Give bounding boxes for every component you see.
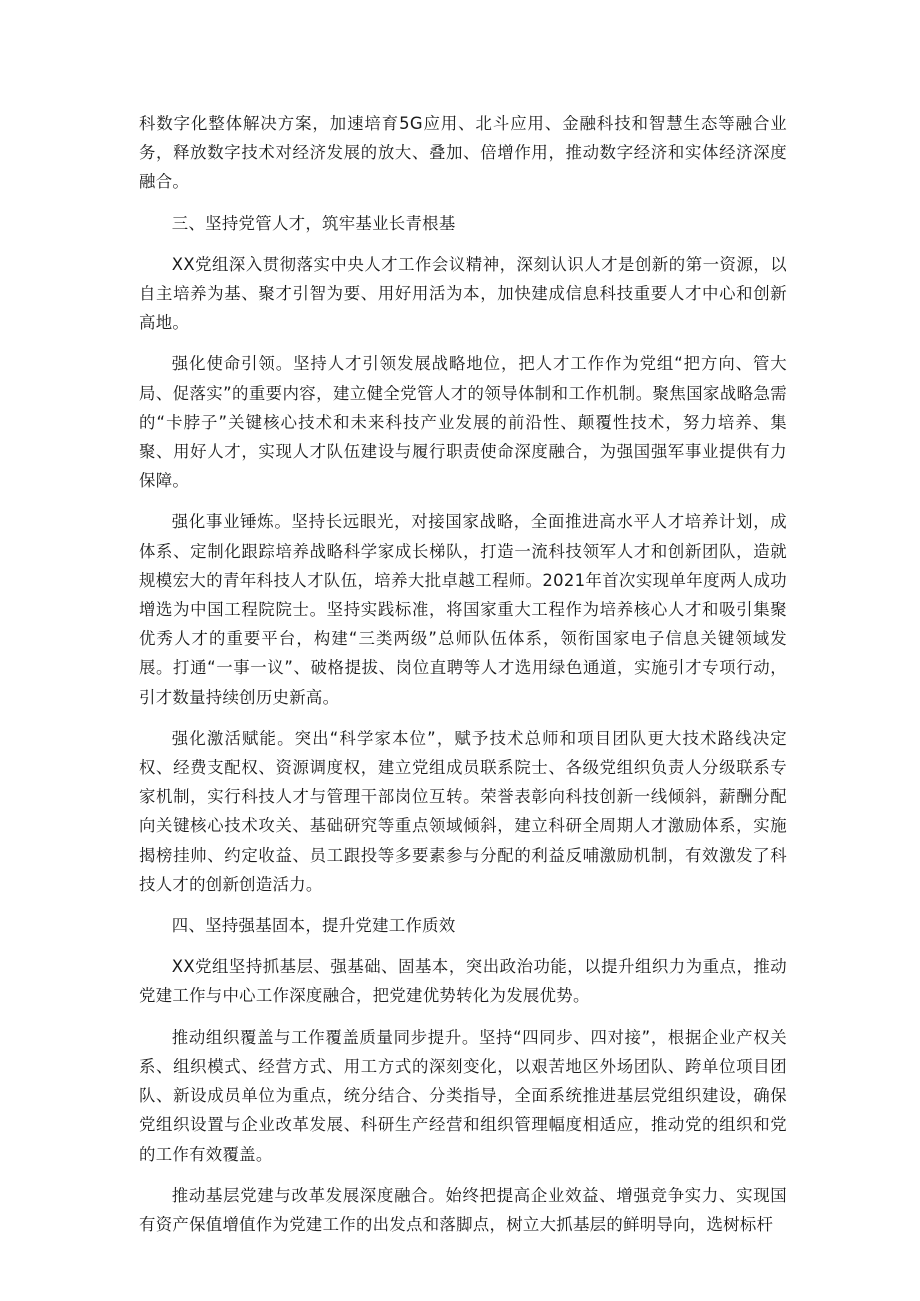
- paragraph: 强化使命引领。坚持人才引领发展战略地位，把人才工作作为党组“把方向、管大局、促落实”的重要内容，建立健全党管人才的领导体制和工作机制。聚焦国家战略急需的“卡脖子”关键核心技术和未来科技产业发展的前沿性、颠覆性技术，努力培养、集聚、用好人才，实现人才队伍建设与履行职责使命深度融合，为强国强军事业提供有力保障。: [139, 354, 787, 491]
- paragraph: 强化事业锤炼。坚持长远眼光，对接国家战略，全面推进高水平人才培养计划，成体系、定制化跟踪培养战略科学家成长梯队，打造一流科技领军人才和创新团队，造就规模宏大的青年科技人才队伍，培养大批卓越工程师。2021年首次实现单年度两人成功增选为中国工程院院士。坚持实践标准，将国家重大工程作为培养核心人才和吸引集聚优秀人才的重要平台，构建“三类两级”总师队伍体系，领衔国家电子信息关键领域发展。打通“一事一议”、破格提拔、岗位直聘等人才选用绿色通道，实施引才专项行动，引才数量持续创历史新高。: [139, 512, 787, 707]
- paragraph: 推动组织覆盖与工作覆盖质量同步提升。坚持“四同步、四对接”，根据企业产权关系、组织模式、经营方式、用工方式的深刻变化，以艰苦地区外场团队、跨单位项目团队、新设成员单位为重点，统分结合、分类指导，全面系统推进基层党组织建设，确保党组织设置与企业改革发展、科研生产经营和组织管理幅度相适应，推动党的组织和党的工作有效覆盖。: [139, 1027, 787, 1164]
- paragraph: XX党组深入贯彻落实中央人才工作会议精神，深刻认识人才是创新的第一资源，以自主培养为基、聚才引智为要、用好用活为本，加快建成信息科技重要人才中心和创新高地。: [139, 254, 787, 333]
- paragraph: XX党组坚持抓基层、强基础、固基本，突出政治功能，以提升组织力为重点，推动党建工作与中心工作深度融合，把党建优势转化为发展优势。: [139, 957, 787, 1006]
- section-heading-three: 三、坚持党管人才，筑牢基业长青根基: [171, 213, 456, 233]
- document-body: [139, 109, 787, 1251]
- paragraph: 推动基层党建与改革发展深度融合。始终把提高企业效益、增强竞争实力、实现国有资产保值增值作为党建工作的出发点和落脚点，树立大抓基层的鲜明导向，选树标杆: [139, 1185, 787, 1234]
- paragraph: 强化激活赋能。突出“科学家本位”，赋予技术总师和项目团队更大技术路线决定权、经费支配权、资源调度权，建立党组成员联系院士、各级党组织负责人分级联系专家机制，实行科技人才与管理干部岗位互转。荣誉表彰向科技创新一线倾斜，薪酬分配向关键核心技术攻关、基础研究等重点领域倾斜，建立科研全周期人才激励体系，实施揭榜挂帅、约定收益、员工跟投等多要素参与分配的利益反哺激励机制，有效激发了科技人才的创新创造活力。: [139, 728, 787, 894]
- paragraph-continuation: 科数字化整体解决方案，加速培育5G应用、北斗应用、金融科技和智慧生态等融合业务，释放数字技术对经济发展的放大、叠加、倍增作用，推动数字经济和实体经济深度融合。: [139, 114, 787, 192]
- section-heading-four: 四、坚持强基固本，提升党建工作质效: [171, 916, 456, 936]
